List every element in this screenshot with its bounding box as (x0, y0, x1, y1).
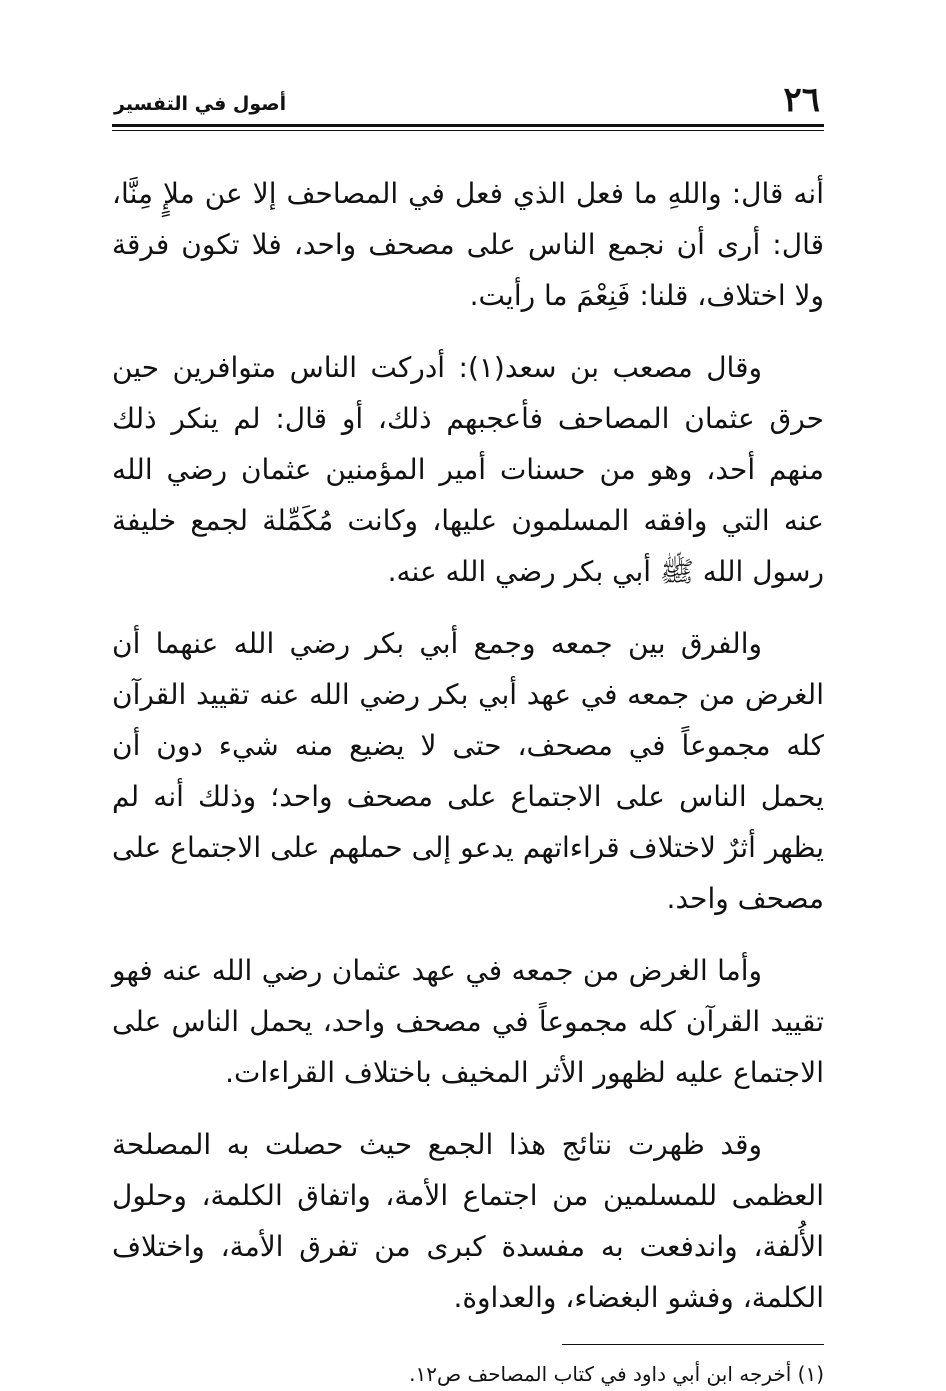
paragraph-2: وقال مصعب بن سعد(١): أدركت الناس متوافرين حين حرق عثمان المصاحف فأعجبهم ذلك، أو قال: لم ينكر ذلك منهم أحد، وهو من حسنات أمير المؤمنين عثمان رضي الله عنه التي وافقه المسلمون عليها، وكانت مُكَمِّلة لجمع خليفة رسول الله ﷺ أبي بكر رضي الله عنه. (112, 351, 824, 588)
book-page (112, 80, 824, 1391)
paragraph-1: أنه قال: واللهِ ما فعل الذي فعل في المصاحف إلا عن ملإٍ مِنَّا، قال: أرى أن نجمع الناس على مصحف واحد، فلا تكون فرقة ولا اختلاف، قلنا: فَنِعْمَ ما رأيت. (112, 177, 824, 312)
footnote: (١) أخرجه ابن أبي داود في كتاب المصاحف ص١٢. (409, 1362, 824, 1386)
paragraph-3: والفرق بين جمعه وجمع أبي بكر رضي الله عنهما أن الغرض من جمعه في عهد أبي بكر رضي الله عنه تقييد القرآن كله مجموعاً في مصحف، حتى لا يضيع منه شيء دون أن يحمل الناس على الاجتماع على مصحف واحد؛ وذلك أنه لم يظهر أثرٌ لاختلاف قراءاتهم يدعو إلى حملهم على الاجتماع على مصحف واحد. (112, 627, 824, 915)
page-number: ٢٦ (783, 80, 820, 120)
page-header (112, 80, 824, 126)
footnote-rule (562, 1344, 824, 1345)
paragraph-4: وأما الغرض من جمعه في عهد عثمان رضي الله عنه فهو تقييد القرآن كله مجموعاً في مصحف واحد، يحمل الناس على الاجتماع عليه لظهور الأثر المخيف باختلاف القراءات. (112, 954, 824, 1089)
body-text (112, 168, 824, 1323)
paragraph-5: وقد ظهرت نتائج هذا الجمع حيث حصلت به المصلحة العظمى للمسلمين من اجتماع الأمة، واتفاق الكلمة، وحلول الأُلفة، واندفعت به مفسدة كبرى من تفرق الأمة، واختلاف الكلمة، وفشو البغضاء، والعداوة. (112, 1128, 824, 1314)
header-rule (112, 124, 824, 127)
header-rule-thin (112, 130, 824, 131)
running-title: أصول في التفسير (114, 93, 287, 115)
